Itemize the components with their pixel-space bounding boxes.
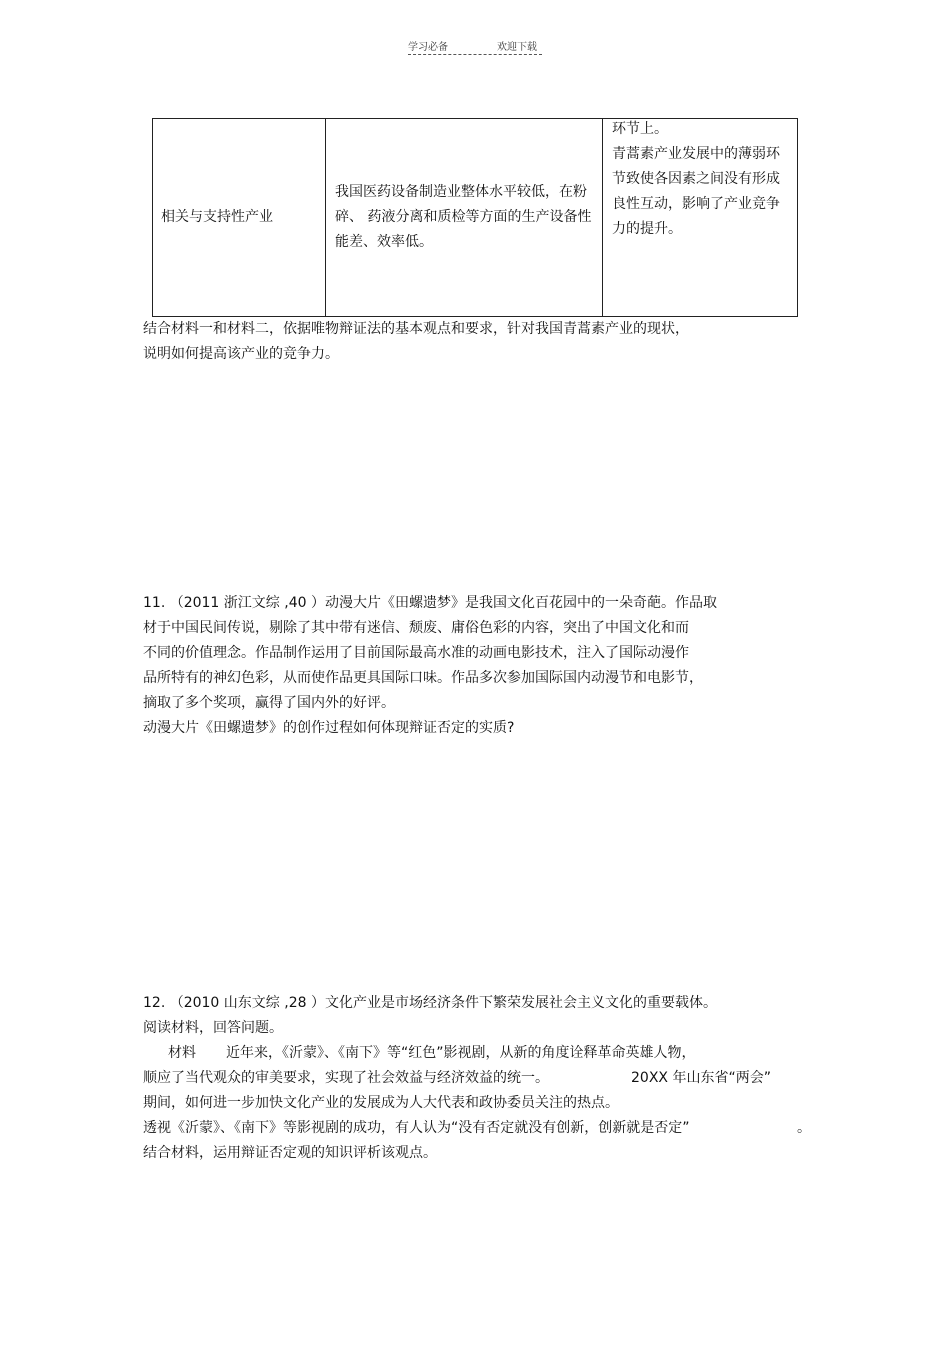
q11-line-3: 不同的价值理念。作品制作运用了目前国际最高水准的动画电影技术，注入了国际动漫作 xyxy=(143,645,689,661)
q12-material-line-3: 期间，如何进一步加快文化产业的发展成为人大代表和政协委员关注的热点。 xyxy=(143,1095,619,1111)
table-cell-description: 我国医药设备制造业整体水平较低，在粉碎、 药液分离和质检等方面的生产设备性能差、效率低。 xyxy=(326,119,603,317)
q11-line-2: 材于中国民间传说，剔除了其中带有迷信、颓废、庸俗色彩的内容，突出了中国文化和而 xyxy=(143,620,689,636)
q12-question-line-1-end: 。 xyxy=(797,1120,811,1136)
q12-material-line-1: 近年来，《沂蒙》、《南下》等“红色”影视剧，从新的角度诠释革命英雄人物， xyxy=(226,1045,696,1061)
table-cell-analysis-text: 青蒿素产业发展中的薄弱环节致使各因素之间没有形成良性互动，影响了产业竞争力的提升。 xyxy=(612,146,780,237)
table-cell-label: 相关与支持性产业 xyxy=(153,119,326,317)
q11-line-4: 品所特有的神幻色彩，从而使作品更具国际口味。作品多次参加国际国内动漫节和电影节， xyxy=(143,670,703,686)
header-divider xyxy=(408,54,542,55)
q12-line-1: 12. （2010 山东文综 ,28 ）文化产业是市场经济条件下繁荣发展社会主义文化的重要载体。 xyxy=(143,995,717,1011)
table-row xyxy=(153,119,798,317)
table-cell-continuation: 环节上。 xyxy=(612,121,668,137)
q11-line-1: 11. （2011 浙江文综 ,40 ）动漫大片《田螺遗梦》是我国文化百花园中的一朵奇葩。作品取 xyxy=(143,595,717,611)
q11-line-5: 摘取了多个奖项，赢得了国内外的好评。 xyxy=(143,695,395,711)
header-right: 欢迎下载 xyxy=(497,42,537,53)
table-cell-analysis xyxy=(603,119,798,317)
q10-line-1: 结合材料一和材料二，依据唯物辩证法的基本观点和要求，针对我国青蒿素产业的现状， xyxy=(143,321,689,337)
q12-question-line-1: 透视《沂蒙》、《南下》等影视剧的成功，有人认为“没有否定就没有创新，创新就是否定” xyxy=(143,1120,690,1136)
header-left: 学习必备 xyxy=(408,42,448,53)
q12-line-2: 阅读材料，回答问题。 xyxy=(143,1020,283,1036)
material-table xyxy=(152,118,798,317)
q10-line-2: 说明如何提高该产业的竞争力。 xyxy=(143,346,339,362)
q12-material-line-2-end: 20XX 年山东省“两会” xyxy=(631,1070,771,1086)
q11-question: 动漫大片《田螺遗梦》的创作过程如何体现辩证否定的实质? xyxy=(143,720,515,736)
q12-question-line-2: 结合材料，运用辩证否定观的知识评析该观点。 xyxy=(143,1145,437,1161)
q12-material-label: 材料 xyxy=(168,1045,196,1061)
q12-material-line-2: 顺应了当代观众的审美要求，实现了社会效益与经济效益的统一。 xyxy=(143,1070,549,1086)
